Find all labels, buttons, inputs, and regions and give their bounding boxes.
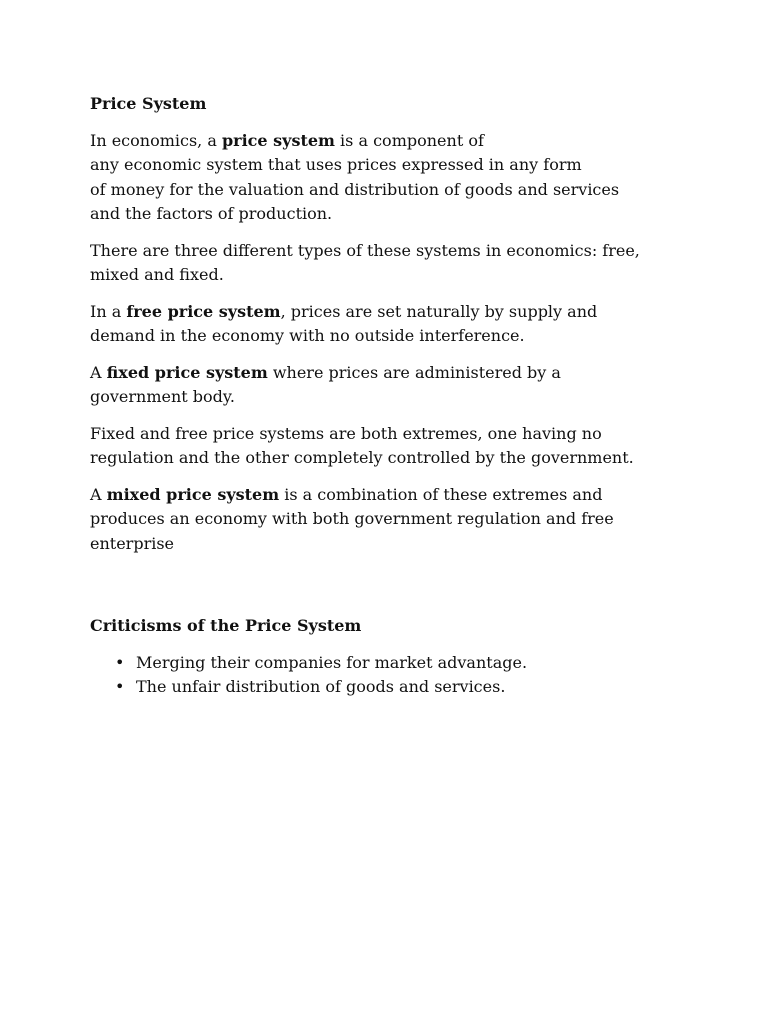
text: is a component of xyxy=(334,130,484,150)
text-line: regulation and the other completely controlled by the government. xyxy=(90,448,634,467)
text-line: Fixed and free price systems are both extremes, one having no xyxy=(90,423,602,443)
text-line: any economic system that uses prices expressed in any form xyxy=(90,155,582,174)
text-line: demand in the economy with no outside interference. xyxy=(90,326,525,345)
text: A xyxy=(90,484,107,504)
text-line: of money for the valuation and distribution of goods and services xyxy=(90,179,620,199)
page-title: Price System xyxy=(90,94,207,113)
paragraph-types xyxy=(90,239,680,288)
bold-term: fixed price system xyxy=(106,362,268,382)
section-heading-criticisms: Criticisms of the Price System xyxy=(90,616,362,635)
document-page xyxy=(90,92,680,700)
text-line: government body. xyxy=(90,387,235,406)
bold-term: free price system xyxy=(126,301,281,321)
paragraph-free-price-system xyxy=(90,300,680,349)
bold-term: price system xyxy=(221,130,335,150)
text-line: enterprise xyxy=(90,533,175,553)
criticisms-list xyxy=(90,651,680,700)
list-item-text: Merging their companies for market advantage. xyxy=(136,652,528,672)
bullet-icon: • xyxy=(115,677,125,696)
text-line: There are three different types of these systems in economics: free, xyxy=(90,240,640,260)
text: In economics, a xyxy=(90,130,222,150)
paragraph-definition xyxy=(90,129,680,227)
spacer xyxy=(90,568,680,614)
list-item-text: The unfair distribution of goods and services. xyxy=(136,677,506,696)
text: A xyxy=(90,362,107,382)
text-line: mixed and fixed. xyxy=(90,265,224,284)
text: where prices are administered by a xyxy=(267,362,561,382)
paragraph-extremes xyxy=(90,422,680,471)
list-item xyxy=(90,651,680,676)
paragraph-fixed-price-system xyxy=(90,361,680,410)
bold-term: mixed price system xyxy=(106,484,280,504)
text-line: produces an economy with both government regulation and free xyxy=(90,509,614,528)
list-item xyxy=(90,675,680,700)
paragraph-mixed-price-system xyxy=(90,483,680,557)
bullet-icon: • xyxy=(115,652,125,672)
text-line: and the factors of production. xyxy=(90,204,333,223)
text: , prices are set naturally by supply and xyxy=(280,301,598,321)
text: In a xyxy=(90,301,127,321)
text: is a combination of these extremes and xyxy=(279,484,603,504)
